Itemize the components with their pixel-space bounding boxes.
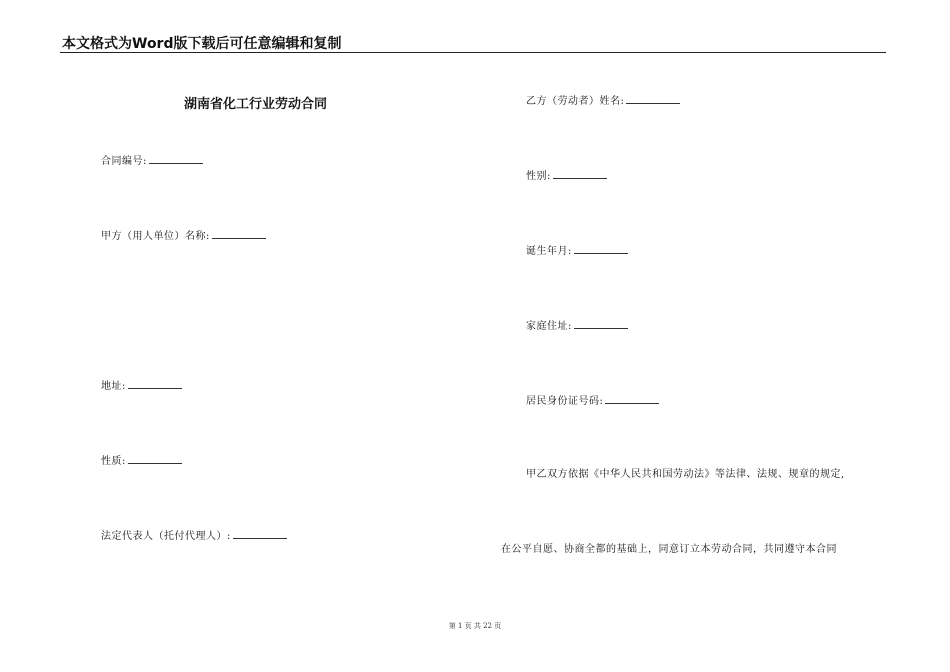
- id-number-field: [526, 393, 659, 409]
- page-number: 第 1 页 共 22 页: [448, 622, 502, 630]
- field-label: 诞生年月:: [526, 246, 572, 257]
- field-label: 地址:: [101, 381, 126, 392]
- field-label: 甲方（用人单位）名称:: [101, 231, 210, 242]
- gender-field: [526, 168, 607, 184]
- header-divider: [60, 52, 886, 53]
- field-label: 性质:: [101, 456, 126, 467]
- field-label: 合同编号:: [101, 156, 147, 167]
- field-label: 法定代表人（托付代理人）:: [101, 531, 231, 542]
- address-field: [101, 378, 182, 394]
- nature-field: [101, 453, 182, 469]
- birth-date-field: [526, 243, 628, 259]
- document-title: 湖南省化工行业劳动合同: [184, 97, 328, 112]
- paragraph-line-2: 在公平自愿、协商全都的基础上，同意订立本劳动合同，共同遵守本合同: [501, 544, 837, 555]
- field-label: 居民身份证号码:: [526, 396, 604, 407]
- fill-blank: [128, 378, 182, 389]
- fill-blank: [128, 453, 182, 464]
- fill-blank: [574, 318, 628, 329]
- header-title: 本文格式为Word版下载后可任意编辑和复制: [62, 36, 342, 52]
- fill-blank: [149, 153, 203, 164]
- fill-blank: [626, 93, 680, 104]
- field-label: 乙方（劳动者）姓名:: [526, 96, 625, 107]
- fill-blank: [605, 393, 659, 404]
- field-label: 家庭住址:: [526, 321, 572, 332]
- employer-name-field: [101, 228, 266, 244]
- fill-blank: [212, 228, 266, 239]
- contract-number-field: [101, 153, 203, 169]
- employee-name-field: [526, 93, 680, 109]
- home-address-field: [526, 318, 628, 334]
- paragraph-line-1: 甲乙双方依据《中华人民共和国劳动法》等法律、法规、规章的规定,: [526, 469, 845, 480]
- field-label: 性别:: [526, 171, 551, 182]
- legal-representative-field: [101, 528, 287, 544]
- fill-blank: [553, 168, 607, 179]
- fill-blank: [233, 528, 287, 539]
- fill-blank: [574, 243, 628, 254]
